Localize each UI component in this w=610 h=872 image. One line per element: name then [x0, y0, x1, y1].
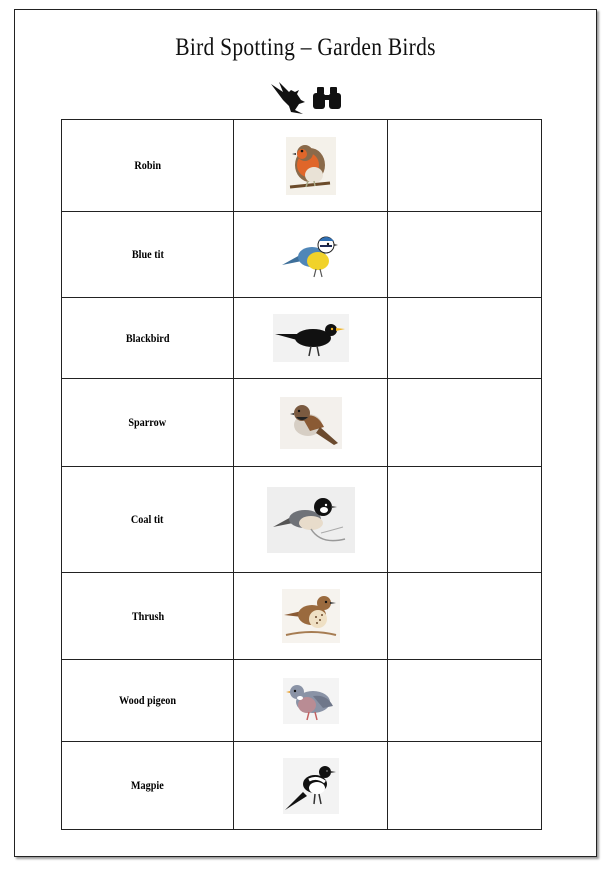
- bird-name: Blackbird: [125, 330, 170, 345]
- bird-name: Sparrow: [128, 415, 167, 429]
- bird-picture-cell: [234, 298, 388, 379]
- bird-icon: [269, 80, 307, 116]
- thrush-picture: [282, 589, 340, 643]
- wood-pigeon-picture: [283, 678, 339, 724]
- bird-name: Thrush: [131, 608, 164, 623]
- tick-box[interactable]: [387, 120, 541, 212]
- magpie-picture: [283, 758, 339, 814]
- bird-name: Coal tit: [131, 512, 164, 526]
- table-row: [62, 379, 542, 467]
- tick-box[interactable]: [387, 212, 541, 298]
- bird-name-cell: [62, 573, 234, 660]
- header-icons: [15, 80, 596, 120]
- bird-picture-cell: [234, 742, 388, 830]
- blackbird-picture: [273, 314, 349, 362]
- bird-name: Robin: [134, 158, 161, 172]
- tick-box[interactable]: [387, 379, 541, 467]
- table-row: [62, 120, 542, 212]
- table-row: [62, 212, 542, 298]
- tick-box[interactable]: [387, 742, 541, 830]
- bird-name-cell: [62, 660, 234, 742]
- table-row: [62, 298, 542, 379]
- tick-box[interactable]: [387, 660, 541, 742]
- binoculars-icon: [311, 85, 343, 111]
- bird-name: Magpie: [131, 778, 165, 792]
- bird-name-cell: [62, 120, 234, 212]
- bird-picture-cell: [234, 660, 388, 742]
- bird-picture-cell: [234, 212, 388, 298]
- bird-name-cell: [62, 379, 234, 467]
- tick-box[interactable]: [387, 298, 541, 379]
- page-title: Bird Spotting – Garden Birds: [175, 34, 436, 61]
- bird-name-cell: [62, 742, 234, 830]
- coal-tit-picture: [267, 487, 355, 553]
- bird-name-cell: [62, 467, 234, 573]
- tick-box[interactable]: [387, 467, 541, 573]
- bird-table: [61, 119, 542, 830]
- robin-picture: [286, 137, 336, 195]
- table-row: [62, 742, 542, 830]
- bird-picture-cell: [234, 573, 388, 660]
- bird-picture-cell: [234, 379, 388, 467]
- bird-name-cell: [62, 212, 234, 298]
- tick-box[interactable]: [387, 573, 541, 660]
- table-row: [62, 573, 542, 660]
- bird-name-cell: [62, 298, 234, 379]
- table-row: [62, 660, 542, 742]
- sparrow-picture: [280, 397, 342, 449]
- worksheet: [14, 9, 597, 857]
- bird-picture-cell: [234, 467, 388, 573]
- bird-picture-cell: [234, 120, 388, 212]
- bird-name: Blue tit: [131, 247, 164, 261]
- blue-tit-picture: [280, 229, 342, 281]
- bird-name: Wood pigeon: [119, 693, 177, 707]
- table-row: [62, 467, 542, 573]
